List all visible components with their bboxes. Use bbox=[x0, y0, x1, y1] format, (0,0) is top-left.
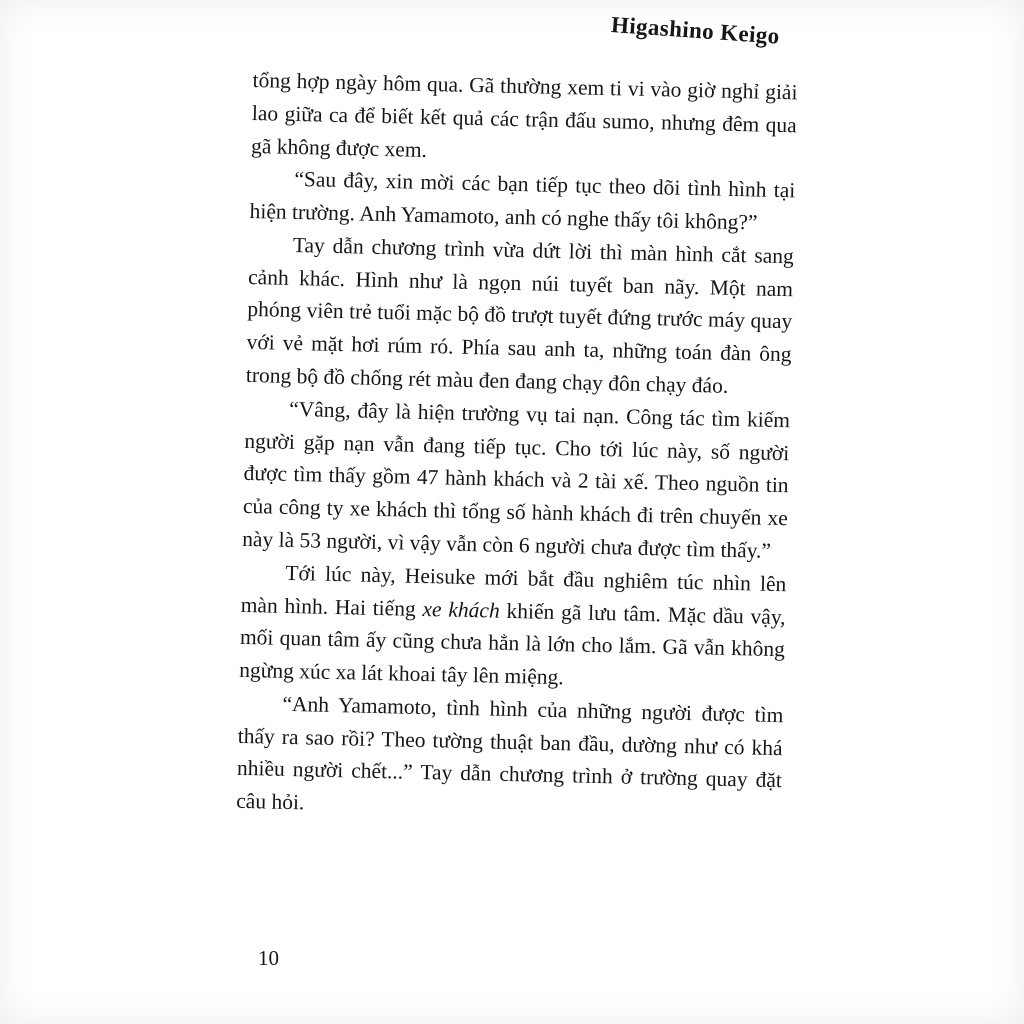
paragraph: “Vâng, đây là hiện trường vụ tai nạn. Công tác tìm kiếm người gặp nạn vẫn đang tiếp tục. Cho tới lúc này, số người được tìm thấy gồm 47 hành khách và 2 tài xế. Theo nguồn tin của công ty xe khách thì tổng số hành khách đi trên chuyến xe này là 53 người, vì vậy vẫn còn 6 người chưa được tìm thấy.” bbox=[241, 396, 791, 563]
running-header: Higashino Keigo bbox=[610, 12, 781, 49]
paragraph: tổng hợp ngày hôm qua. Gã thường xem ti vi vào giờ nghỉ giải lao giữa ca để biết kết quả các trận đấu sumo, nhưng đêm qua gã không được xem. bbox=[250, 67, 798, 162]
paragraph: “Sau đây, xin mời các bạn tiếp tục theo dõi tình hình tại hiện trường. Anh Yamamoto, anh có nghe thấy tôi không?” bbox=[249, 167, 796, 235]
page-number: 10 bbox=[258, 946, 279, 970]
paragraph bbox=[239, 556, 787, 699]
paragraph: Tay dẫn chương trình vừa dứt lời thì màn hình cắt sang cảnh khác. Hình như là ngọn núi tuyết ban nãy. Một nam phóng viên trẻ tuổi mặc bộ đồ trượt tuyết đứng trước máy quay với vẻ mặt hơi rúm ró. Phía sau anh ta, những toán đàn ông trong bộ đồ chống rét màu đen đang chạy đôn chạy đáo. bbox=[245, 232, 795, 398]
paragraph-segment: Tới lúc này, Heisuke mới bắt đầu nghiêm túc nhìn lên màn hình. Hai tiếng bbox=[240, 560, 787, 621]
paragraph: “Anh Yamamoto, tình hình của những người được tìm thấy ra sao rồi? Theo tường thuật ban đầu, dường như có khá nhiều người chết...” Tay dẫn chương trình ở trường quay đặt câu hỏi. bbox=[236, 691, 784, 815]
emphasized-phrase: xe khách bbox=[422, 596, 501, 623]
page-text bbox=[236, 64, 798, 830]
paragraph-segment: khiến gã lưu tâm. Mặc dầu vậy, mối quan tâm ấy cũng chưa hẳn là lớn cho lắm. Gã vẫn không ngừng xúc xa lát khoai tây lên miệng. bbox=[238, 598, 786, 690]
